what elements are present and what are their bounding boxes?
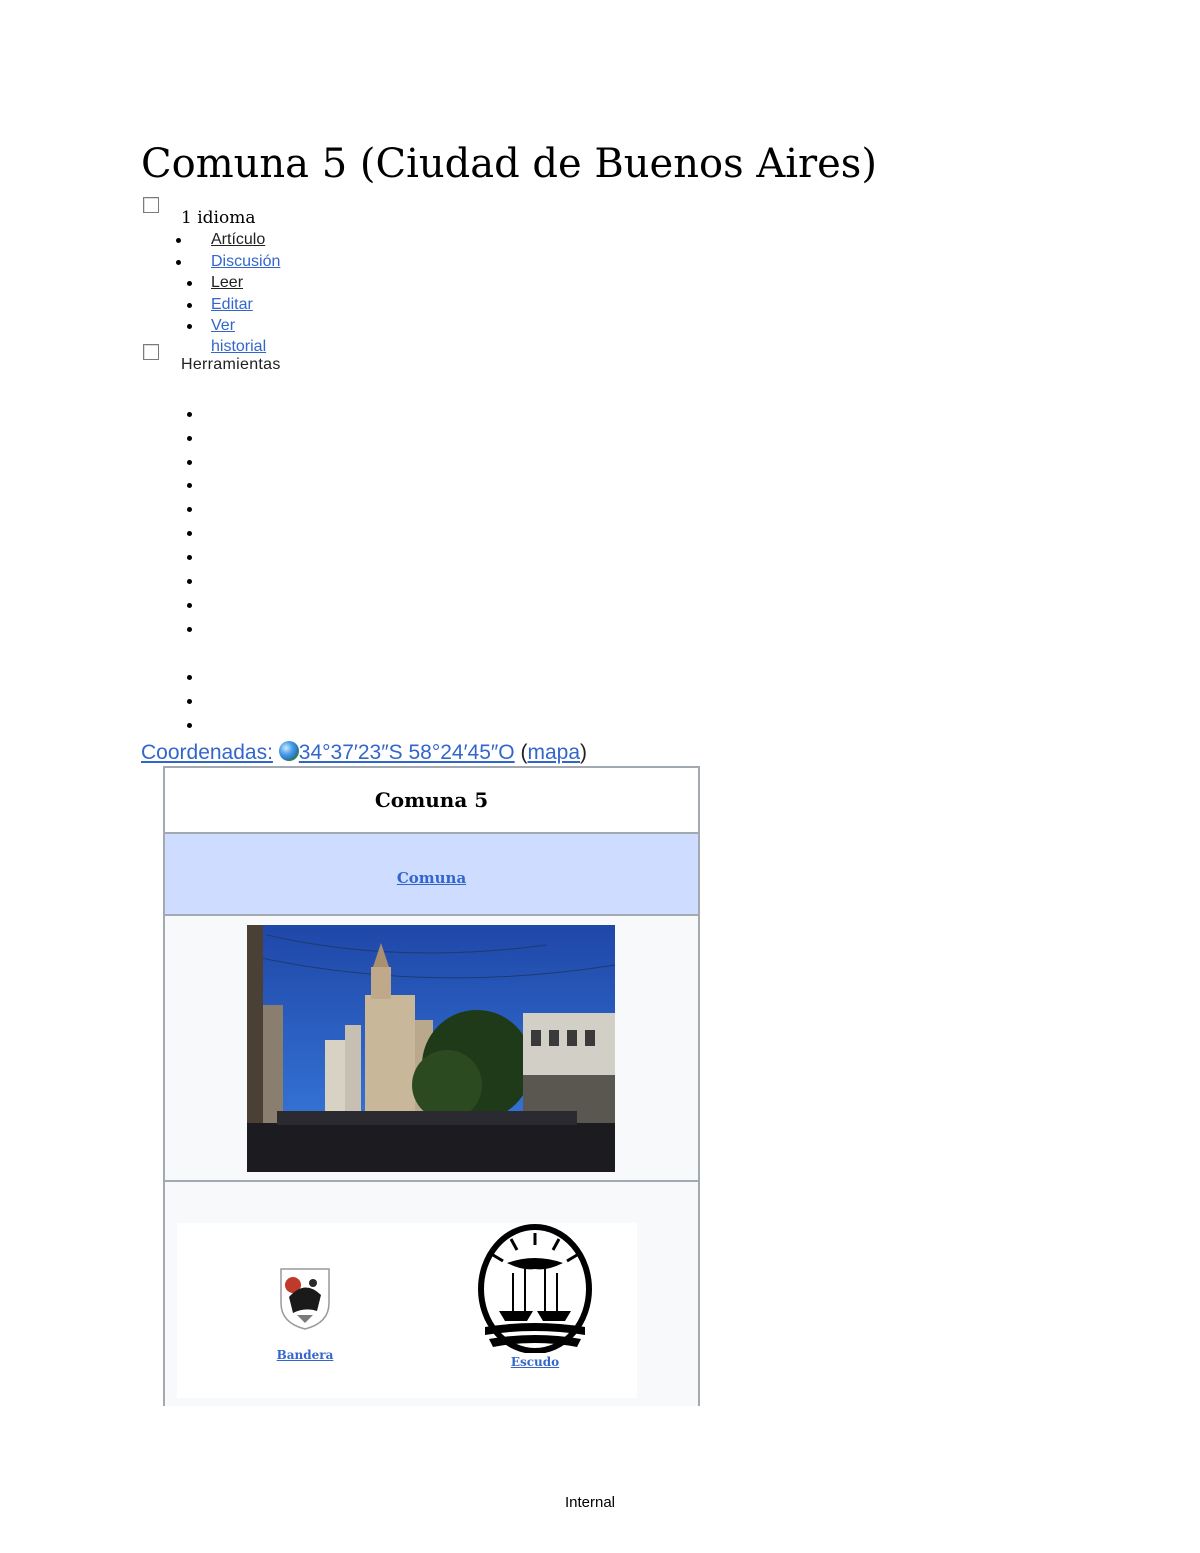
list-item xyxy=(187,555,192,560)
list-item xyxy=(187,460,192,465)
tab-articulo-link[interactable]: Artículo xyxy=(211,231,266,248)
list-item xyxy=(187,531,192,536)
page-bottom-margin xyxy=(0,1406,1200,1553)
list-item xyxy=(187,675,192,680)
shield-image[interactable] xyxy=(477,1223,593,1353)
list-item xyxy=(187,699,192,704)
language-count[interactable]: 1 idioma xyxy=(181,208,256,228)
coordinates-label-link[interactable]: Coordenadas: xyxy=(141,741,273,764)
symbols-panel xyxy=(177,1223,637,1398)
infobox-title: Comuna 5 xyxy=(374,788,489,812)
infobox-type-row xyxy=(165,834,698,916)
infobox-title-row xyxy=(165,768,698,834)
list-item xyxy=(187,579,192,584)
flag-image[interactable] xyxy=(279,1267,331,1331)
coordinates-open-paren: ( xyxy=(520,741,528,764)
footer-label: Internal xyxy=(564,1494,616,1511)
list-item xyxy=(187,507,192,512)
coordinates xyxy=(141,739,587,767)
language-toggle-checkbox[interactable] xyxy=(143,197,159,213)
tab-ver-historial-link[interactable]: Ver historial xyxy=(211,317,267,355)
list-item xyxy=(187,723,192,728)
coordinates-close-paren: ) xyxy=(580,741,588,764)
list-item xyxy=(187,603,192,608)
page-title: Comuna 5 (Ciudad de Buenos Aires) xyxy=(141,141,877,187)
tab-leer-link[interactable]: Leer xyxy=(211,274,244,291)
tools-label[interactable]: Herramientas xyxy=(181,356,281,373)
tab-discusion-link[interactable]: Discusión xyxy=(211,252,281,270)
infobox-photo-row xyxy=(165,916,698,1182)
list-item xyxy=(187,483,192,488)
city-photo-image xyxy=(247,925,615,1172)
map-link[interactable]: mapa xyxy=(527,741,581,764)
infobox xyxy=(163,766,700,1468)
globe-icon[interactable] xyxy=(279,741,299,761)
list-item xyxy=(187,436,192,441)
infobox-type-link[interactable]: Comuna xyxy=(396,869,467,887)
city-photo[interactable] xyxy=(247,925,615,1172)
list-item xyxy=(187,627,192,632)
flag-link[interactable]: Bandera xyxy=(276,1348,334,1362)
shield-link[interactable]: Escudo xyxy=(510,1355,560,1369)
list-item xyxy=(187,412,192,417)
tools-toggle-checkbox[interactable] xyxy=(143,344,159,360)
tab-editar-link[interactable]: Editar xyxy=(211,295,253,313)
coordinates-value-link[interactable]: 34°37′23″S 58°24′45″O xyxy=(298,741,515,764)
